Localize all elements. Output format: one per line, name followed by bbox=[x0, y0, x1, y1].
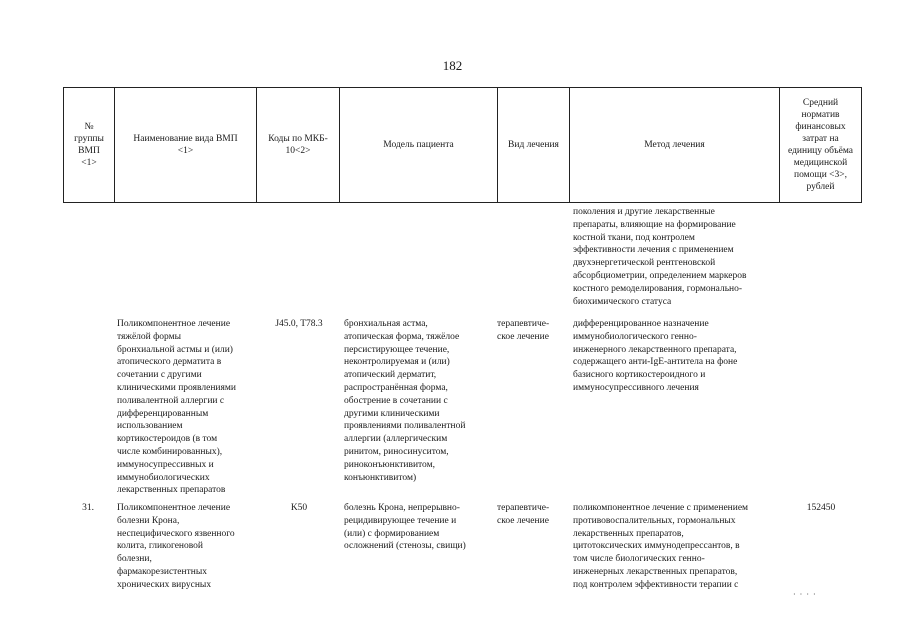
header-treatment-type: Вид лечения bbox=[498, 88, 570, 203]
header-patient-model: Модель пациента bbox=[340, 88, 498, 203]
row-icd-codes: J45.0, T78.3 bbox=[275, 319, 323, 329]
row-cost: 152450 bbox=[806, 503, 836, 513]
row-patient-model: бронхиальная астма, атопическая форма, тяжёлое персистирующее течение, неконтролируемая и (или) атопический дерматит, распространённая форма, обострение в сочетании с другими клиническими проявлениями поливалентной аллергии (аллергическим ринитом, риносинуситом, риноконъюнктивитом, конъюнктивитом) bbox=[344, 319, 466, 483]
header-icd-codes: Коды по МКБ- 10<2> bbox=[257, 88, 340, 203]
header-vmp-name: Наименование вида ВМП <1> bbox=[115, 88, 257, 203]
table-header bbox=[63, 87, 862, 203]
row-treatment-method: поликомпонентное лечение с применением противовоспалительных, гормональных лекарственных препаратов, цитотоксических иммунодепрессантов, в том числе биологических генно- инженерных лекарственных препаратов, под контролем эффективности терапии с bbox=[573, 503, 749, 590]
row-vmp-name: Поликомпонентное лечение тяжёлой формы бронхиальной астмы и (или) атопического дерматита в сочетании с другими клиническими проявлениями поливалентной аллергии с дифференцированным использованием кортикостероидов (в том числе комбинированных), иммуносупрессивных и иммунобиологических лекарственных препаратов bbox=[117, 319, 236, 496]
header-group-number: № группы ВМП <1> bbox=[64, 88, 115, 203]
row-treatment-type: терапевтиче- ское лечение bbox=[497, 503, 550, 526]
header-cost-standard: Средний норматив финансовых затрат на единицу объёма медицинской помощи <3>, рублей bbox=[780, 88, 862, 203]
header-treatment-method: Метод лечения bbox=[570, 88, 780, 203]
continuation-method-text: поколения и другие лекарственные препараты, влияющие на формирование костной ткани, под контролем эффективности лечения с применением двухэнергетической рентгеновской абсорбциометрии, определением маркеров костного ремоделирования, гормонально- биохимического статуса bbox=[573, 207, 747, 307]
scan-artifact: · · · · bbox=[793, 590, 816, 599]
row-vmp-name: Поликомпонентное лечение болезни Крона, неспецифического язвенного колита, гликогеновой болезни, фармакорезистентных хронических вирусных bbox=[117, 503, 235, 590]
row-treatment-type: терапевтиче- ское лечение bbox=[497, 319, 550, 342]
row-treatment-method: дифференцированное назначение иммунобиологического генно- инженерного лекарственного препарата, содержащего анти-IgE-антитела на фоне базисного кортикостероидного и иммуносупрессивного лечения bbox=[573, 319, 738, 393]
row-group-number: 31. bbox=[82, 503, 94, 513]
row-patient-model: болезнь Крона, непрерывно- рецидивирующее течение и (или) с формированием осложнений (стенозы, свищи) bbox=[344, 503, 466, 552]
page-number: 182 bbox=[442, 58, 463, 73]
row-icd-codes: K50 bbox=[290, 503, 308, 513]
